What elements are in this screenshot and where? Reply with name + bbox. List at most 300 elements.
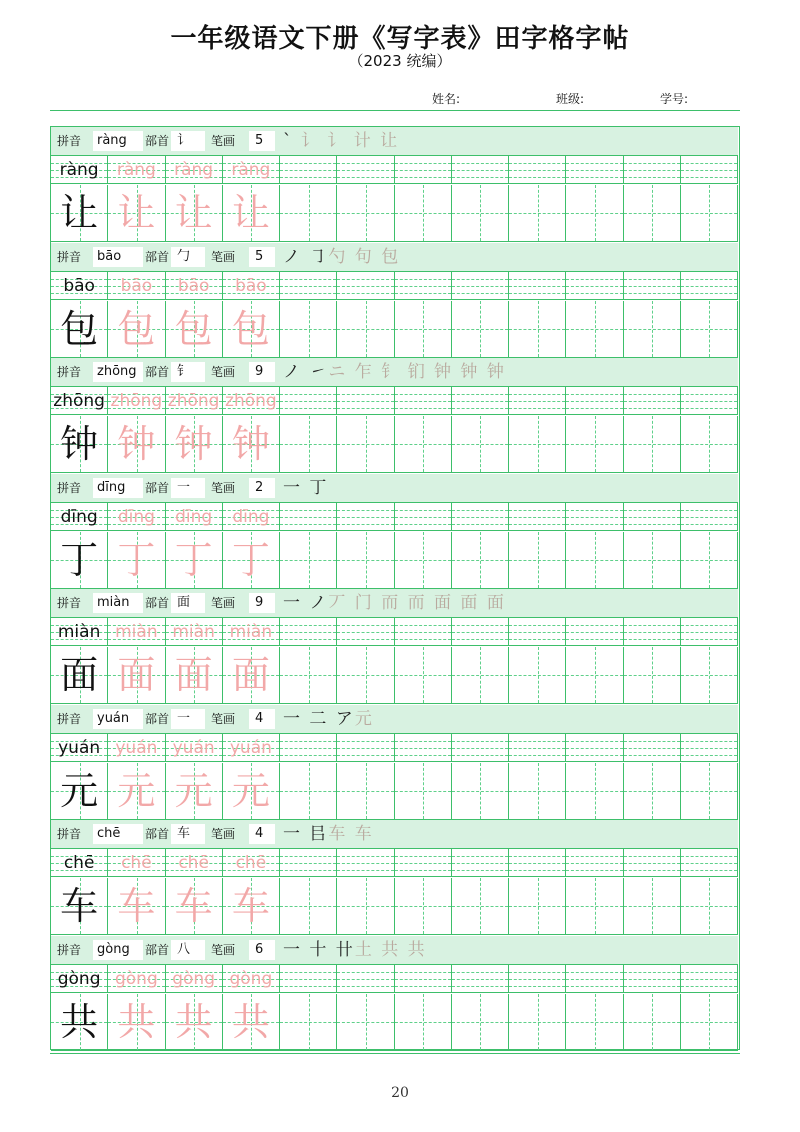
tianzige-cell (624, 416, 681, 473)
pinyin-cell (223, 503, 280, 531)
tianzige-cell (51, 301, 108, 358)
pinyin-cell (337, 849, 394, 877)
radical-label: 部首 (145, 827, 170, 841)
pinyin-guide-line (452, 979, 508, 980)
pinyin-cell (624, 272, 681, 300)
pinyin-guide-line (509, 755, 565, 756)
pinyin-guide-line (624, 632, 680, 633)
pinyin-guide-line (395, 408, 451, 409)
character-trace: 车 (231, 884, 270, 928)
cell-guide-vertical (366, 185, 367, 241)
pinyin-guide-line (337, 293, 393, 294)
tianzige-cell (624, 763, 681, 820)
tianzige-cell (566, 185, 623, 242)
pinyin-trace: gòng (229, 968, 273, 989)
radical-label: 部首 (145, 249, 170, 264)
pinyin-guide-line (337, 986, 393, 987)
cell-guide-vertical (595, 994, 596, 1050)
cell-guide-vertical (480, 301, 481, 357)
pinyin-guide-line (452, 972, 508, 973)
character-trace: 元 (117, 768, 156, 813)
tianzige-cell (624, 994, 681, 1051)
stroke-order (283, 129, 399, 153)
cell-guide-vertical (595, 416, 596, 472)
pinyin-guide-line (624, 755, 680, 756)
pinyin-guide-line (509, 748, 565, 749)
pinyin-guide-line (509, 177, 565, 178)
pinyin-guide-line (624, 517, 680, 518)
pinyin-cell (280, 965, 337, 993)
tianzige-cell (108, 185, 165, 242)
char-block (51, 358, 738, 474)
cell-guide-vertical (652, 878, 653, 934)
pinyin-guide-line (395, 170, 451, 171)
cell-guide-vertical (309, 994, 310, 1050)
page-number: 20 (391, 1085, 409, 1101)
pinyin-guide-line (395, 639, 451, 640)
pinyin-guide-line (624, 639, 680, 640)
tianzige-cell (51, 647, 108, 704)
cell-guide-vertical (423, 878, 424, 934)
radical-value: 一 (177, 710, 191, 726)
pinyin-guide-line (395, 286, 451, 287)
pinyin-trace: ràng (116, 160, 156, 180)
tianzige-cell (280, 416, 337, 473)
cell-guide-vertical (595, 185, 596, 241)
tianzige-cell (108, 416, 165, 473)
pinyin-guide-line (566, 170, 622, 171)
pinyin-guide-line (566, 401, 622, 402)
cell-guide-vertical (595, 763, 596, 819)
radical-value: 讠 (177, 133, 191, 148)
pinyin-cell (280, 503, 337, 531)
stroke-order-steps-faded: 车 车 (328, 824, 374, 844)
tianzige-cell (166, 532, 223, 589)
tianzige-cell (624, 185, 681, 242)
char-info-header (51, 705, 738, 734)
pinyin-guide-line (566, 517, 622, 518)
tianzige-row (51, 763, 738, 820)
character-trace: 让 (117, 191, 156, 235)
pinyin-guide-line (280, 870, 336, 871)
character-trace: 车 (174, 884, 213, 928)
pinyin-guide-line (280, 286, 336, 287)
pinyin-cell (681, 272, 738, 300)
pinyin-guide-line (624, 401, 680, 402)
tianzige-cell (452, 532, 509, 589)
pinyin-cell (51, 272, 108, 300)
pinyin-guide-line (681, 986, 737, 987)
pinyin-guide-line (566, 286, 622, 287)
pinyin-cell (452, 503, 509, 531)
pinyin-guide-line (509, 856, 565, 857)
stroke-count-value: 5 (255, 248, 264, 264)
pinyin-cell (452, 156, 509, 184)
pinyin-cell (166, 618, 223, 646)
pinyin-cell (566, 156, 623, 184)
tianzige-cell (108, 647, 165, 704)
pinyin-guide-line (624, 163, 680, 164)
cell-guide-vertical (538, 763, 539, 819)
pinyin-cell (624, 156, 681, 184)
pinyin-guide-line (509, 517, 565, 518)
pinyin-guide-line (624, 524, 680, 525)
cell-guide-vertical (652, 532, 653, 588)
tianzige-cell (452, 994, 509, 1051)
stroke-order-steps: ` (283, 131, 301, 151)
pinyin-cell (166, 156, 223, 184)
radical-label: 部首 (145, 942, 170, 957)
pinyin-guide-line (566, 972, 622, 973)
pinyin-guide-line (509, 741, 565, 742)
pinyin-guide-line (624, 170, 680, 171)
tianzige-cell (681, 647, 738, 704)
pinyin-cell (280, 272, 337, 300)
pinyin-model: gòng (57, 968, 101, 989)
pinyin-cell (566, 618, 623, 646)
pinyin-cell (166, 849, 223, 877)
pinyin-guide-line (280, 177, 336, 178)
pinyin-label: 拼音 (57, 134, 82, 148)
pinyin-trace: yuán (115, 737, 158, 758)
pinyin-cell (108, 156, 165, 184)
pinyin-cell (166, 965, 223, 993)
pinyin-guide-line (452, 510, 508, 511)
pinyin-guide-line (280, 986, 336, 987)
pinyin-cell (681, 387, 738, 415)
pinyin-trace: miàn (172, 622, 215, 642)
tianzige-row (51, 647, 738, 704)
tianzige-cell (223, 647, 280, 704)
tianzige-cell (509, 994, 566, 1051)
pinyin-cell (509, 387, 566, 415)
stroke-order (283, 245, 400, 269)
pinyin-guide-line (280, 755, 336, 756)
cell-guide-vertical (366, 301, 367, 357)
tianzige-row (51, 532, 738, 589)
character-trace: 车 (117, 884, 156, 928)
radical-label: 部首 (145, 596, 170, 610)
character-trace: 包 (231, 306, 270, 351)
pinyin-guide-line (452, 524, 508, 525)
cell-guide-vertical (595, 532, 596, 588)
pinyin-cell (166, 272, 223, 300)
cell-guide-vertical (538, 416, 539, 472)
character-trace: 钟 (117, 422, 156, 466)
pinyin-cell (223, 849, 280, 877)
tianzige-cell (108, 532, 165, 589)
character-model: 车 (60, 884, 99, 928)
pinyin-guide-line (509, 163, 565, 164)
pinyin-guide-line (337, 517, 393, 518)
pinyin-guide-line (624, 408, 680, 409)
pinyin-cell (108, 849, 165, 877)
tianzige-cell (108, 301, 165, 358)
pinyin-guide-line (395, 293, 451, 294)
pinyin-cell (509, 734, 566, 762)
radical-value: 面 (177, 595, 191, 610)
tianzige-cell (223, 994, 280, 1051)
pinyin-cell (681, 503, 738, 531)
cell-guide-vertical (366, 878, 367, 934)
tianzige-cell (280, 532, 337, 589)
pinyin-guide-line (624, 510, 680, 511)
pinyin-trace: dīng (117, 506, 155, 527)
tianzige-cell (337, 185, 394, 242)
cell-guide-vertical (423, 994, 424, 1050)
pinyin-cell (280, 734, 337, 762)
cell-guide-vertical (538, 532, 539, 588)
pinyin-guide-line (681, 279, 737, 280)
pinyin-cell (51, 965, 108, 993)
tianzige-row (51, 994, 738, 1051)
pinyin-guide-line (337, 625, 393, 626)
tianzige-cell (223, 878, 280, 935)
tianzige-cell (624, 301, 681, 358)
pinyin-value: chē (97, 826, 121, 841)
pinyin-guide-line (681, 741, 737, 742)
character-model: 丁 (60, 537, 99, 582)
pinyin-cell (681, 156, 738, 184)
pinyin-guide-line (566, 870, 622, 871)
pinyin-row (51, 734, 738, 762)
stroke-order (283, 476, 328, 500)
pinyin-guide-line (681, 755, 737, 756)
stroke-count-label: 笔画 (211, 134, 236, 148)
pinyin-model: ràng (59, 160, 99, 180)
pinyin-model: zhōng (53, 391, 105, 411)
pinyin-guide-line (452, 986, 508, 987)
character-model: 面 (60, 653, 99, 697)
character-trace: 钟 (231, 422, 270, 466)
pinyin-cell (223, 965, 280, 993)
pinyin-guide-line (566, 639, 622, 640)
pinyin-guide-line (452, 755, 508, 756)
tianzige-cell (681, 532, 738, 589)
pinyin-guide-line (624, 870, 680, 871)
cell-guide-vertical (709, 185, 710, 241)
pinyin-guide-line (681, 856, 737, 857)
pinyin-guide-line (452, 639, 508, 640)
radical-value: 八 (177, 941, 191, 957)
character-model: 让 (60, 191, 99, 235)
pinyin-cell (509, 849, 566, 877)
tianzige-cell (223, 763, 280, 820)
pinyin-cell (337, 618, 394, 646)
pinyin-cell (337, 503, 394, 531)
pinyin-guide-line (509, 510, 565, 511)
tianzige-cell (566, 301, 623, 358)
pinyin-guide-line (681, 863, 737, 864)
pinyin-guide-line (509, 625, 565, 626)
pinyin-guide-line (509, 632, 565, 633)
class-field-label: 班级: (556, 92, 585, 106)
pinyin-row (51, 503, 738, 531)
pinyin-cell (395, 156, 452, 184)
pinyin-guide-line (681, 979, 737, 980)
pinyin-guide-line (452, 863, 508, 864)
pinyin-trace: bāo (235, 275, 267, 296)
tianzige-cell (395, 185, 452, 242)
character-trace: 元 (231, 768, 270, 813)
radical-label: 部首 (145, 480, 170, 495)
character-trace: 共 (117, 999, 156, 1044)
pinyin-guide-line (566, 177, 622, 178)
tianzige-cell (509, 763, 566, 820)
tianzige-cell (395, 532, 452, 589)
pinyin-cell (624, 618, 681, 646)
pinyin-guide-line (452, 870, 508, 871)
pinyin-trace: chē (121, 853, 152, 873)
tianzige-cell (395, 647, 452, 704)
tianzige-cell (166, 994, 223, 1051)
pinyin-cell (51, 849, 108, 877)
tianzige-cell (681, 416, 738, 473)
cell-guide-vertical (480, 532, 481, 588)
pinyin-trace: bāo (177, 275, 210, 296)
cell-guide-vertical (709, 301, 710, 357)
pinyin-guide-line (337, 741, 393, 742)
stroke-count-label: 笔画 (211, 711, 236, 726)
character-trace: 包 (117, 306, 156, 351)
pinyin-guide-line (509, 408, 565, 409)
page-subtitle: （2023 统编） (348, 52, 452, 70)
tianzige-cell (337, 647, 394, 704)
cell-guide-vertical (309, 185, 310, 241)
pinyin-cell (337, 965, 394, 993)
pinyin-trace: yuán (229, 737, 272, 758)
top-divider (50, 110, 740, 111)
pinyin-cell (223, 618, 280, 646)
pinyin-guide-line (509, 979, 565, 980)
pinyin-cell (566, 849, 623, 877)
character-trace: 丁 (117, 537, 156, 582)
pinyin-guide-line (337, 632, 393, 633)
tianzige-cell (51, 532, 108, 589)
pinyin-cell (566, 272, 623, 300)
cell-guide-vertical (652, 185, 653, 241)
cell-guide-vertical (709, 532, 710, 588)
pinyin-guide-line (566, 986, 622, 987)
tianzige-cell (681, 878, 738, 935)
tianzige-cell (51, 878, 108, 935)
tianzige-cell (681, 994, 738, 1051)
tianzige-cell (452, 763, 509, 820)
stroke-count-value: 4 (255, 710, 264, 726)
radical-label: 部首 (145, 711, 170, 726)
cell-guide-vertical (538, 878, 539, 934)
cell-guide-vertical (423, 185, 424, 241)
pinyin-guide-line (452, 625, 508, 626)
pinyin-guide-line (566, 863, 622, 864)
pinyin-guide-line (624, 394, 680, 395)
pinyin-guide-line (681, 972, 737, 973)
character-trace: 丁 (231, 537, 270, 582)
pinyin-guide-line (452, 170, 508, 171)
stroke-count-label: 笔画 (211, 827, 236, 841)
cell-guide-vertical (538, 185, 539, 241)
cell-guide-vertical (652, 301, 653, 357)
pinyin-value: dīng (97, 479, 126, 495)
pinyin-guide-line (452, 408, 508, 409)
pinyin-label: 拼音 (57, 942, 82, 957)
pinyin-guide-line (681, 293, 737, 294)
cell-guide-vertical (652, 994, 653, 1050)
tianzige-cell (223, 532, 280, 589)
character-trace: 共 (174, 999, 213, 1044)
cell-guide-vertical (309, 532, 310, 588)
practice-sheet (50, 126, 740, 1050)
radical-value: 车 (177, 826, 191, 841)
pinyin-guide-line (452, 632, 508, 633)
cell-guide-vertical (366, 994, 367, 1050)
character-model: 包 (60, 306, 99, 351)
pinyin-guide-line (566, 741, 622, 742)
radical-value: 勹 (177, 248, 191, 264)
char-block (51, 705, 738, 821)
stroke-count-label: 笔画 (211, 942, 236, 957)
pinyin-cell (681, 849, 738, 877)
pinyin-cell (509, 965, 566, 993)
pinyin-row (51, 849, 738, 877)
pinyin-value: miàn (97, 595, 130, 610)
character-trace: 包 (174, 306, 213, 351)
pinyin-guide-line (509, 639, 565, 640)
pinyin-guide-line (509, 863, 565, 864)
stroke-count-value: 2 (255, 479, 264, 495)
cell-guide-vertical (423, 416, 424, 472)
pinyin-guide-line (681, 625, 737, 626)
stroke-order-steps-faded: ニ 乍 钅 钔 钟 钟 钟 (328, 362, 506, 382)
pinyin-row (51, 272, 738, 300)
pinyin-cell (395, 618, 452, 646)
pinyin-guide-line (337, 972, 393, 973)
tianzige-cell (395, 878, 452, 935)
pinyin-guide-line (681, 170, 737, 171)
character-trace: 丁 (174, 537, 213, 582)
pinyin-guide-line (280, 401, 336, 402)
character-trace: 让 (174, 191, 213, 235)
cell-guide-vertical (366, 647, 367, 703)
pinyin-guide-line (280, 639, 336, 640)
pinyin-guide-line (452, 856, 508, 857)
pinyin-cell (452, 618, 509, 646)
char-info-header (51, 474, 738, 503)
pinyin-guide-line (395, 510, 451, 511)
character-model: 共 (60, 999, 99, 1044)
pinyin-guide-line (509, 870, 565, 871)
stroke-count-label: 笔画 (211, 365, 236, 379)
pinyin-guide-line (337, 748, 393, 749)
stroke-count-label: 笔画 (211, 249, 236, 264)
pinyin-guide-line (395, 870, 451, 871)
char-block (51, 936, 738, 1052)
pinyin-guide-line (452, 177, 508, 178)
tianzige-cell (108, 763, 165, 820)
radical-value: 一 (177, 479, 191, 495)
pinyin-guide-line (395, 524, 451, 525)
pinyin-cell (223, 156, 280, 184)
pinyin-cell (280, 618, 337, 646)
pinyin-guide-line (681, 286, 737, 287)
pinyin-guide-line (681, 510, 737, 511)
pinyin-cell (337, 734, 394, 762)
pinyin-trace: ràng (231, 160, 271, 180)
stroke-order-steps: ノ ㇀ (283, 362, 329, 382)
pinyin-guide-line (624, 286, 680, 287)
stroke-order (283, 822, 374, 846)
cell-guide-vertical (309, 416, 310, 472)
